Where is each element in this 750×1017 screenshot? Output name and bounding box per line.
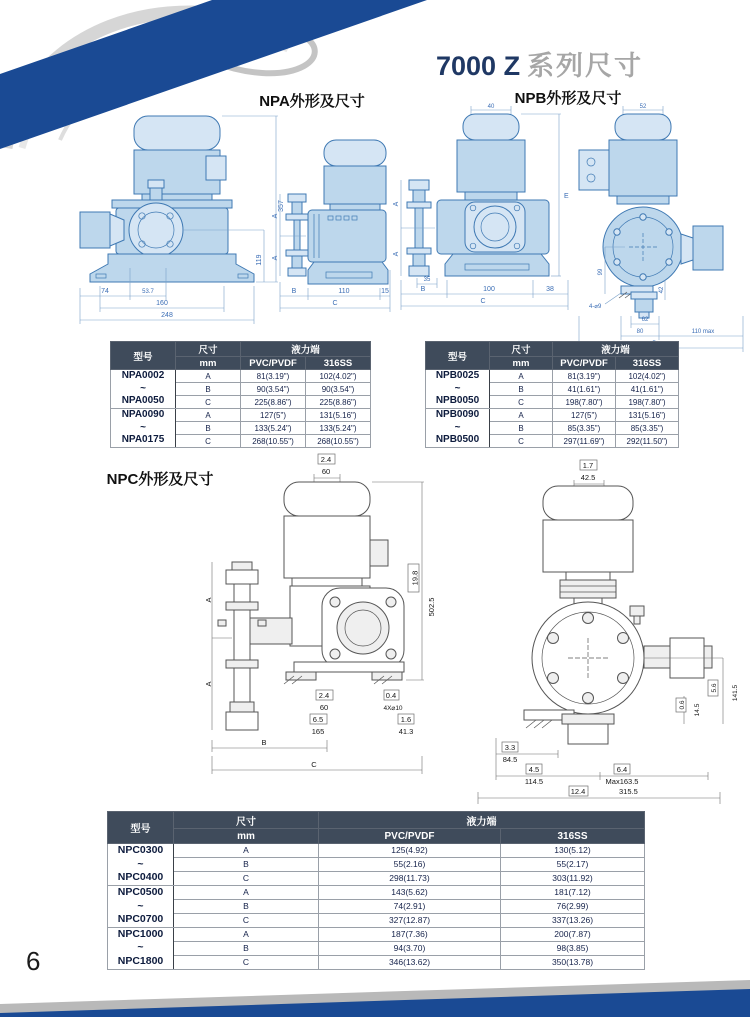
dim-label: 40 bbox=[487, 104, 495, 110]
dim-cell: A bbox=[174, 885, 319, 899]
model-to: NPC0700 bbox=[117, 913, 164, 926]
dim-label: 60 bbox=[319, 703, 329, 712]
dim-label: 114.5 bbox=[524, 777, 544, 786]
pvc-cell: 41(1.61") bbox=[553, 383, 616, 396]
model-cell bbox=[426, 370, 490, 409]
dim-label: C bbox=[311, 760, 317, 769]
section-title-npb: NPB外形及尺寸 bbox=[514, 90, 622, 107]
table-row bbox=[108, 871, 645, 885]
ss-cell: 337(13.26) bbox=[501, 913, 645, 927]
pvc-cell: 187(7.36) bbox=[319, 927, 501, 941]
dim-cell: B bbox=[174, 857, 319, 871]
dim-cell: B bbox=[490, 383, 553, 396]
dim-label: 5.6 bbox=[711, 683, 718, 693]
dim-cell: B bbox=[174, 899, 319, 913]
section-title-npc: NPC外形及尺寸 bbox=[106, 471, 214, 488]
dim-cell: C bbox=[174, 913, 319, 927]
dim-label: 1.7 bbox=[582, 461, 594, 470]
npc-spec-table bbox=[107, 811, 645, 970]
table-header-row bbox=[108, 812, 645, 829]
col-header-fluid: 液力端 bbox=[553, 342, 679, 357]
ss-cell: 200(7.87) bbox=[501, 927, 645, 941]
dim-label: 74 bbox=[101, 288, 109, 295]
table-row bbox=[108, 927, 645, 941]
npb-side-view bbox=[579, 104, 723, 318]
model-tilde: ~ bbox=[140, 382, 146, 394]
ss-cell: 98(3.85) bbox=[501, 941, 645, 955]
col-header-unit: mm bbox=[174, 829, 319, 844]
dim-cell: A bbox=[176, 409, 241, 422]
dim-cell: B bbox=[176, 383, 241, 396]
ss-cell: 76(2.99) bbox=[501, 899, 645, 913]
dim-label: 3.3 bbox=[504, 743, 516, 752]
table-row bbox=[108, 885, 645, 899]
dim-label: A bbox=[393, 251, 400, 257]
col-header-size: 尺寸 bbox=[174, 812, 319, 829]
pvc-cell: 85(3.35") bbox=[553, 422, 616, 435]
col-header-pvc: PVC/PVDF bbox=[319, 829, 501, 844]
table-header-row bbox=[108, 829, 645, 844]
npa-front-view bbox=[80, 116, 254, 282]
dim-label: 1.6 bbox=[400, 715, 412, 724]
col-header-size: 尺寸 bbox=[490, 342, 553, 357]
dim-label: A bbox=[393, 201, 400, 207]
pvc-cell: 90(3.54") bbox=[241, 383, 306, 396]
dim-label: B bbox=[291, 288, 297, 295]
dim-label: 2.4 bbox=[320, 455, 332, 464]
section-title-npa: NPA外形及尺寸 bbox=[259, 93, 365, 110]
ss-cell: 198(7.80") bbox=[616, 396, 679, 409]
dim-label: 12.4 bbox=[570, 787, 586, 796]
dim-label: 165 bbox=[311, 727, 325, 736]
page-title bbox=[436, 44, 643, 83]
model-from: NPB0025 bbox=[435, 370, 480, 382]
dim-label: 80 bbox=[636, 329, 644, 335]
model-to: NPA0175 bbox=[121, 434, 165, 446]
table-row bbox=[108, 941, 645, 955]
dim-cell: A bbox=[176, 370, 241, 383]
model-cell bbox=[108, 844, 174, 886]
pvc-cell: 298(11.73) bbox=[319, 871, 501, 885]
dim-cell: A bbox=[174, 844, 319, 858]
npc-front-dims-top bbox=[314, 454, 340, 484]
dim-label: C bbox=[332, 300, 338, 307]
table-header-row bbox=[111, 342, 371, 357]
table-row bbox=[111, 409, 371, 422]
dim-cell: C bbox=[174, 955, 319, 969]
table-row bbox=[108, 857, 645, 871]
dim-label: Max163.5 bbox=[605, 777, 639, 786]
pvc-cell: 127(5") bbox=[241, 409, 306, 422]
npb-front-view bbox=[407, 104, 549, 276]
model-from: NPA0090 bbox=[121, 409, 165, 421]
ss-cell: 55(2.17) bbox=[501, 857, 645, 871]
ss-cell: 41(1.61") bbox=[616, 383, 679, 396]
table-row bbox=[108, 899, 645, 913]
dim-label: 315.5 bbox=[619, 787, 638, 796]
ss-cell: 268(10.55") bbox=[306, 435, 371, 448]
ss-cell: 130(5.12) bbox=[501, 844, 645, 858]
dim-label: 357 bbox=[278, 200, 285, 212]
model-tilde: ~ bbox=[137, 899, 144, 912]
dim-label: 4-⌀9 bbox=[589, 304, 602, 310]
dim-cell: A bbox=[490, 370, 553, 383]
model-from: NPC0500 bbox=[117, 885, 164, 898]
page-number: 6 bbox=[26, 946, 41, 976]
dim-label: 99 bbox=[598, 268, 604, 276]
dim-label: 42.5 bbox=[580, 473, 596, 482]
dim-label: 160 bbox=[156, 300, 168, 307]
dim-label: 110 max bbox=[691, 329, 715, 335]
pvc-cell: 297(11.69") bbox=[553, 435, 616, 448]
dim-label: 4X⌀10 bbox=[383, 705, 403, 712]
model-tilde: ~ bbox=[454, 382, 461, 394]
col-header-model: 型号 bbox=[108, 812, 174, 844]
dim-label: B bbox=[420, 286, 426, 293]
dim-label: 6.5 bbox=[312, 715, 324, 724]
dim-label: 6.4 bbox=[616, 765, 628, 774]
ss-cell: 85(3.35") bbox=[616, 422, 679, 435]
dim-cell: C bbox=[176, 396, 241, 409]
npc-front-dimension-drawing bbox=[172, 452, 437, 797]
dim-cell: B bbox=[174, 941, 319, 955]
col-header-fluid: 液力端 bbox=[241, 342, 371, 357]
dim-label: 110 bbox=[338, 288, 350, 295]
dim-cell: C bbox=[490, 396, 553, 409]
model-cell bbox=[111, 409, 176, 448]
pvc-cell: 55(2.16) bbox=[319, 857, 501, 871]
model-to: NPB0500 bbox=[435, 434, 480, 446]
model-cell bbox=[111, 370, 176, 409]
pvc-cell: 81(3.19") bbox=[553, 370, 616, 383]
model-tilde: ~ bbox=[454, 421, 461, 433]
dim-label: 141.5 bbox=[732, 684, 739, 702]
npb-spec-table bbox=[425, 341, 679, 448]
pvc-cell: 94(3.70) bbox=[319, 941, 501, 955]
table-row bbox=[111, 370, 371, 383]
dim-label: A bbox=[272, 213, 279, 219]
npb-dimension-drawing bbox=[393, 102, 748, 337]
dim-cell: C bbox=[176, 435, 241, 448]
dim-label: 35 bbox=[423, 277, 431, 283]
dim-label: A bbox=[272, 255, 279, 261]
npa-spec-table bbox=[110, 341, 371, 448]
model-to: NPC0400 bbox=[117, 871, 164, 884]
model-from: NPB0090 bbox=[435, 409, 480, 421]
col-header-model: 型号 bbox=[111, 342, 176, 370]
ss-cell: 131(5.16") bbox=[616, 409, 679, 422]
col-header-fluid: 液力端 bbox=[319, 812, 645, 829]
ss-cell: 131(5.16") bbox=[306, 409, 371, 422]
pvc-cell: 133(5.24") bbox=[241, 422, 306, 435]
dim-cell: C bbox=[490, 435, 553, 448]
model-cell bbox=[108, 885, 174, 927]
dim-cell: B bbox=[176, 422, 241, 435]
dim-cell: B bbox=[490, 422, 553, 435]
ss-cell: 90(3.54") bbox=[306, 383, 371, 396]
dim-label: 38 bbox=[546, 286, 554, 293]
model-tilde: ~ bbox=[140, 421, 146, 433]
model-from: NPC0300 bbox=[117, 844, 164, 856]
dim-label: 62 bbox=[641, 317, 649, 323]
dim-cell: A bbox=[490, 409, 553, 422]
ss-cell: 292(11.50") bbox=[616, 435, 679, 448]
dim-label: 119 bbox=[256, 254, 263, 266]
pvc-cell: 198(7.80") bbox=[553, 396, 616, 409]
dim-label: E bbox=[564, 193, 569, 200]
col-header-unit: mm bbox=[176, 357, 241, 370]
col-header-ss: 316SS bbox=[306, 357, 371, 370]
dim-label: 14.5 bbox=[694, 703, 701, 717]
model-tilde: ~ bbox=[137, 857, 144, 870]
dim-label: 4.5 bbox=[528, 765, 540, 774]
pvc-cell: 327(12.87) bbox=[319, 913, 501, 927]
pvc-cell: 225(8.86") bbox=[241, 396, 306, 409]
dim-label: C bbox=[480, 298, 486, 305]
pvc-cell: 74(2.91) bbox=[319, 899, 501, 913]
ss-cell: 303(11.92) bbox=[501, 871, 645, 885]
ss-cell: 102(4.02") bbox=[616, 370, 679, 383]
model-cell bbox=[108, 927, 174, 969]
npa-dimension-drawing bbox=[72, 110, 392, 338]
col-header-pvc: PVC/PVDF bbox=[553, 357, 616, 370]
table-header-row bbox=[426, 342, 679, 357]
dim-cell: A bbox=[174, 927, 319, 941]
dim-label: 60 bbox=[321, 467, 331, 476]
dim-label: 2.4 bbox=[318, 691, 330, 700]
model-tilde: ~ bbox=[137, 941, 144, 954]
ss-cell: 102(4.02") bbox=[306, 370, 371, 383]
pvc-cell: 125(4.92) bbox=[319, 844, 501, 858]
page-title-main: 7000 Z bbox=[436, 51, 521, 81]
dim-label: 41.3 bbox=[398, 727, 414, 736]
pvc-cell: 81(3.19") bbox=[241, 370, 306, 383]
table-row bbox=[426, 409, 679, 422]
dim-label: 0.6 bbox=[679, 700, 686, 710]
ss-cell: 181(7.12) bbox=[501, 885, 645, 899]
dim-label: 42 bbox=[659, 286, 665, 294]
model-to: NPB0050 bbox=[435, 395, 480, 407]
dim-label: 15 bbox=[381, 288, 389, 295]
npc-front-view bbox=[218, 482, 404, 730]
col-header-unit: mm bbox=[490, 357, 553, 370]
col-header-size: 尺寸 bbox=[176, 342, 241, 357]
model-to: NPC1800 bbox=[117, 955, 164, 968]
dim-label: B bbox=[261, 738, 267, 747]
ss-cell: 350(13.78) bbox=[501, 955, 645, 969]
dim-label: 52 bbox=[639, 104, 647, 110]
table-row bbox=[426, 370, 679, 383]
ss-cell: 133(5.24") bbox=[306, 422, 371, 435]
dim-label: 248 bbox=[161, 312, 173, 319]
dim-label: 0.4 bbox=[385, 691, 397, 700]
dim-label: 53.7 bbox=[142, 289, 154, 295]
table-row bbox=[108, 955, 645, 969]
dim-label: A bbox=[204, 681, 213, 687]
dim-label: A bbox=[204, 597, 213, 603]
dim-label: 84.5 bbox=[502, 755, 518, 764]
dim-label: 19.8 bbox=[410, 570, 420, 586]
model-from: NPC1000 bbox=[117, 927, 164, 940]
pvc-cell: 127(5") bbox=[553, 409, 616, 422]
npa-side-view bbox=[286, 140, 388, 284]
model-from: NPA0002 bbox=[121, 370, 165, 382]
ss-cell: 225(8.86") bbox=[306, 396, 371, 409]
dim-label: 100 bbox=[483, 286, 495, 293]
model-to: NPA0050 bbox=[121, 395, 165, 407]
pvc-cell: 346(13.62) bbox=[319, 955, 501, 969]
dim-cell: C bbox=[174, 871, 319, 885]
table-row bbox=[108, 844, 645, 858]
dim-label: 502.5 bbox=[427, 597, 436, 617]
page-title-suffix: 系列尺寸 bbox=[527, 51, 644, 81]
col-header-ss: 316SS bbox=[501, 829, 645, 844]
model-cell bbox=[426, 409, 490, 448]
col-header-ss: 316SS bbox=[616, 357, 679, 370]
table-row bbox=[108, 913, 645, 927]
col-header-model: 型号 bbox=[426, 342, 490, 370]
pvc-cell: 268(10.55") bbox=[241, 435, 306, 448]
pvc-cell: 143(5.62) bbox=[319, 885, 501, 899]
npc-side-dimension-drawing bbox=[438, 458, 743, 806]
col-header-pvc: PVC/PVDF bbox=[241, 357, 306, 370]
